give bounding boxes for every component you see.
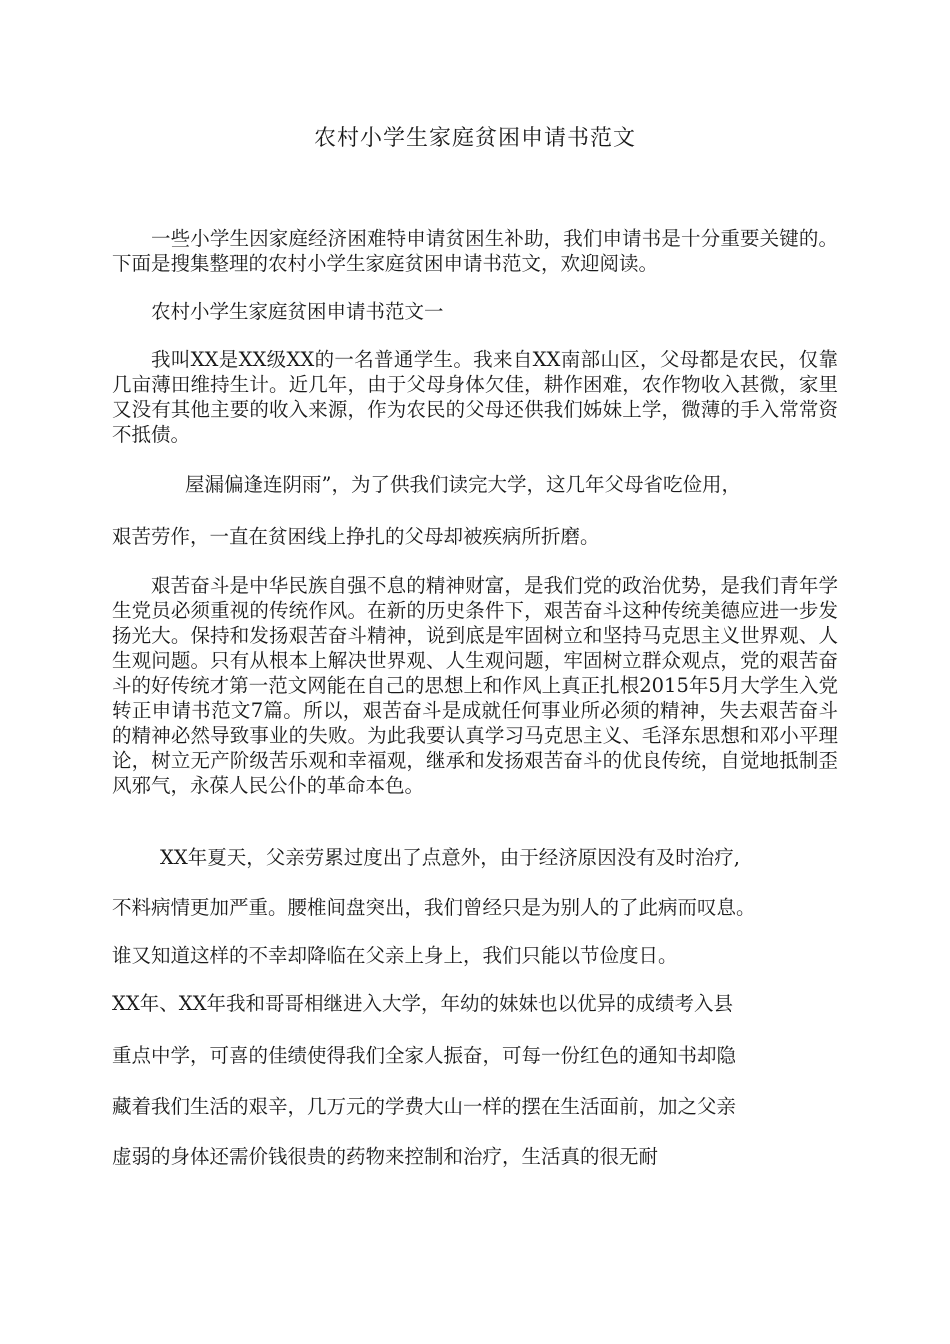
body-paragraph-4-line-2: 不料病情更加严重。腰椎间盘突出，我们曾经只是为别人的了此病而叹息。 [112, 896, 756, 919]
intro-paragraph: 一些小学生因家庭经济困难特申请贫困生补助，我们申请书是十分重要关键的。下面是搜集整理的农村小学生家庭贫困申请书范文，欢迎阅读。 [112, 227, 838, 275]
body-paragraph-1: 我叫XX是XX级XX的一名普通学生。我来自XX南部山区，父母都是农民，仅靠几亩薄田维持生计。近几年，由于父母身体欠佳，耕作困难，农作物收入甚微，家里又没有其他主要的收入来源，作为农民的父母还供我们姊妹上学，微薄的手入常常资不抵债。 [112, 348, 838, 446]
document-title: 农村小学生家庭贫困申请书范文 [313, 126, 636, 151]
body-paragraph-4-line-3: 谁又知道这样的不幸却降临在父亲上身上，我们只能以节俭度日。 [112, 944, 678, 967]
body-paragraph-5-line-1: XX年、XX年我和哥哥相继进入大学，年幼的妹妹也以优异的成绩考入县 [112, 992, 734, 1015]
body-paragraph-3: 艰苦奋斗是中华民族自强不息的精神财富，是我们党的政治优势，是我们青年学生党员必须重视的传统作风。在新的历史条件下，艰苦奋斗这种传统美德应进一步发扬光大。保持和发扬艰苦奋斗精神，说到底是牢固树立和坚持马克思主义世界观、人生观问题。只有从根本上解决世界观、人生观问题，牢固树立群众观点，党的艰苦奋斗的好传统才第一范文网能在自己的思想上和作风上真正扎根2015年5月大学生入党转正申请书范文7篇。所以，艰苦奋斗是成就任何事业所必须的精神，失去艰苦奋斗的精神必然导致事业的失败。为此我要认真学习马克思主义、毛泽东思想和邓小平理论，树立无产阶级苦乐观和幸福观，继承和发扬艰苦奋斗的优良传统，自觉地抵制歪风邪气，永葆人民公仆的革命本色。 [112, 574, 838, 797]
body-paragraph-2-line-2: 艰苦劳作，一直在贫困线上挣扎的父母却被疾病所折磨。 [112, 525, 600, 548]
body-paragraph-2-line-1: 屋漏偏逢连阴雨”，为了供我们读完大学，这几年父母省吃俭用， [185, 473, 741, 496]
body-paragraph-5-line-4: 虚弱的身体还需价钱很贵的药物来控制和治疗，生活真的很无耐 [112, 1145, 659, 1168]
body-paragraph-5-line-3: 藏着我们生活的艰辛，几万元的学费大山一样的摆在生活面前，加之父亲 [112, 1095, 737, 1118]
body-paragraph-5-line-2: 重点中学，可喜的佳绩使得我们全家人振奋，可每一份红色的通知书却隐 [112, 1044, 737, 1067]
section-heading: 农村小学生家庭贫困申请书范文一 [151, 300, 444, 323]
body-paragraph-4-line-1: XX年夏天，父亲劳累过度出了点意外，由于经济原因没有及时治疗, [160, 846, 740, 869]
